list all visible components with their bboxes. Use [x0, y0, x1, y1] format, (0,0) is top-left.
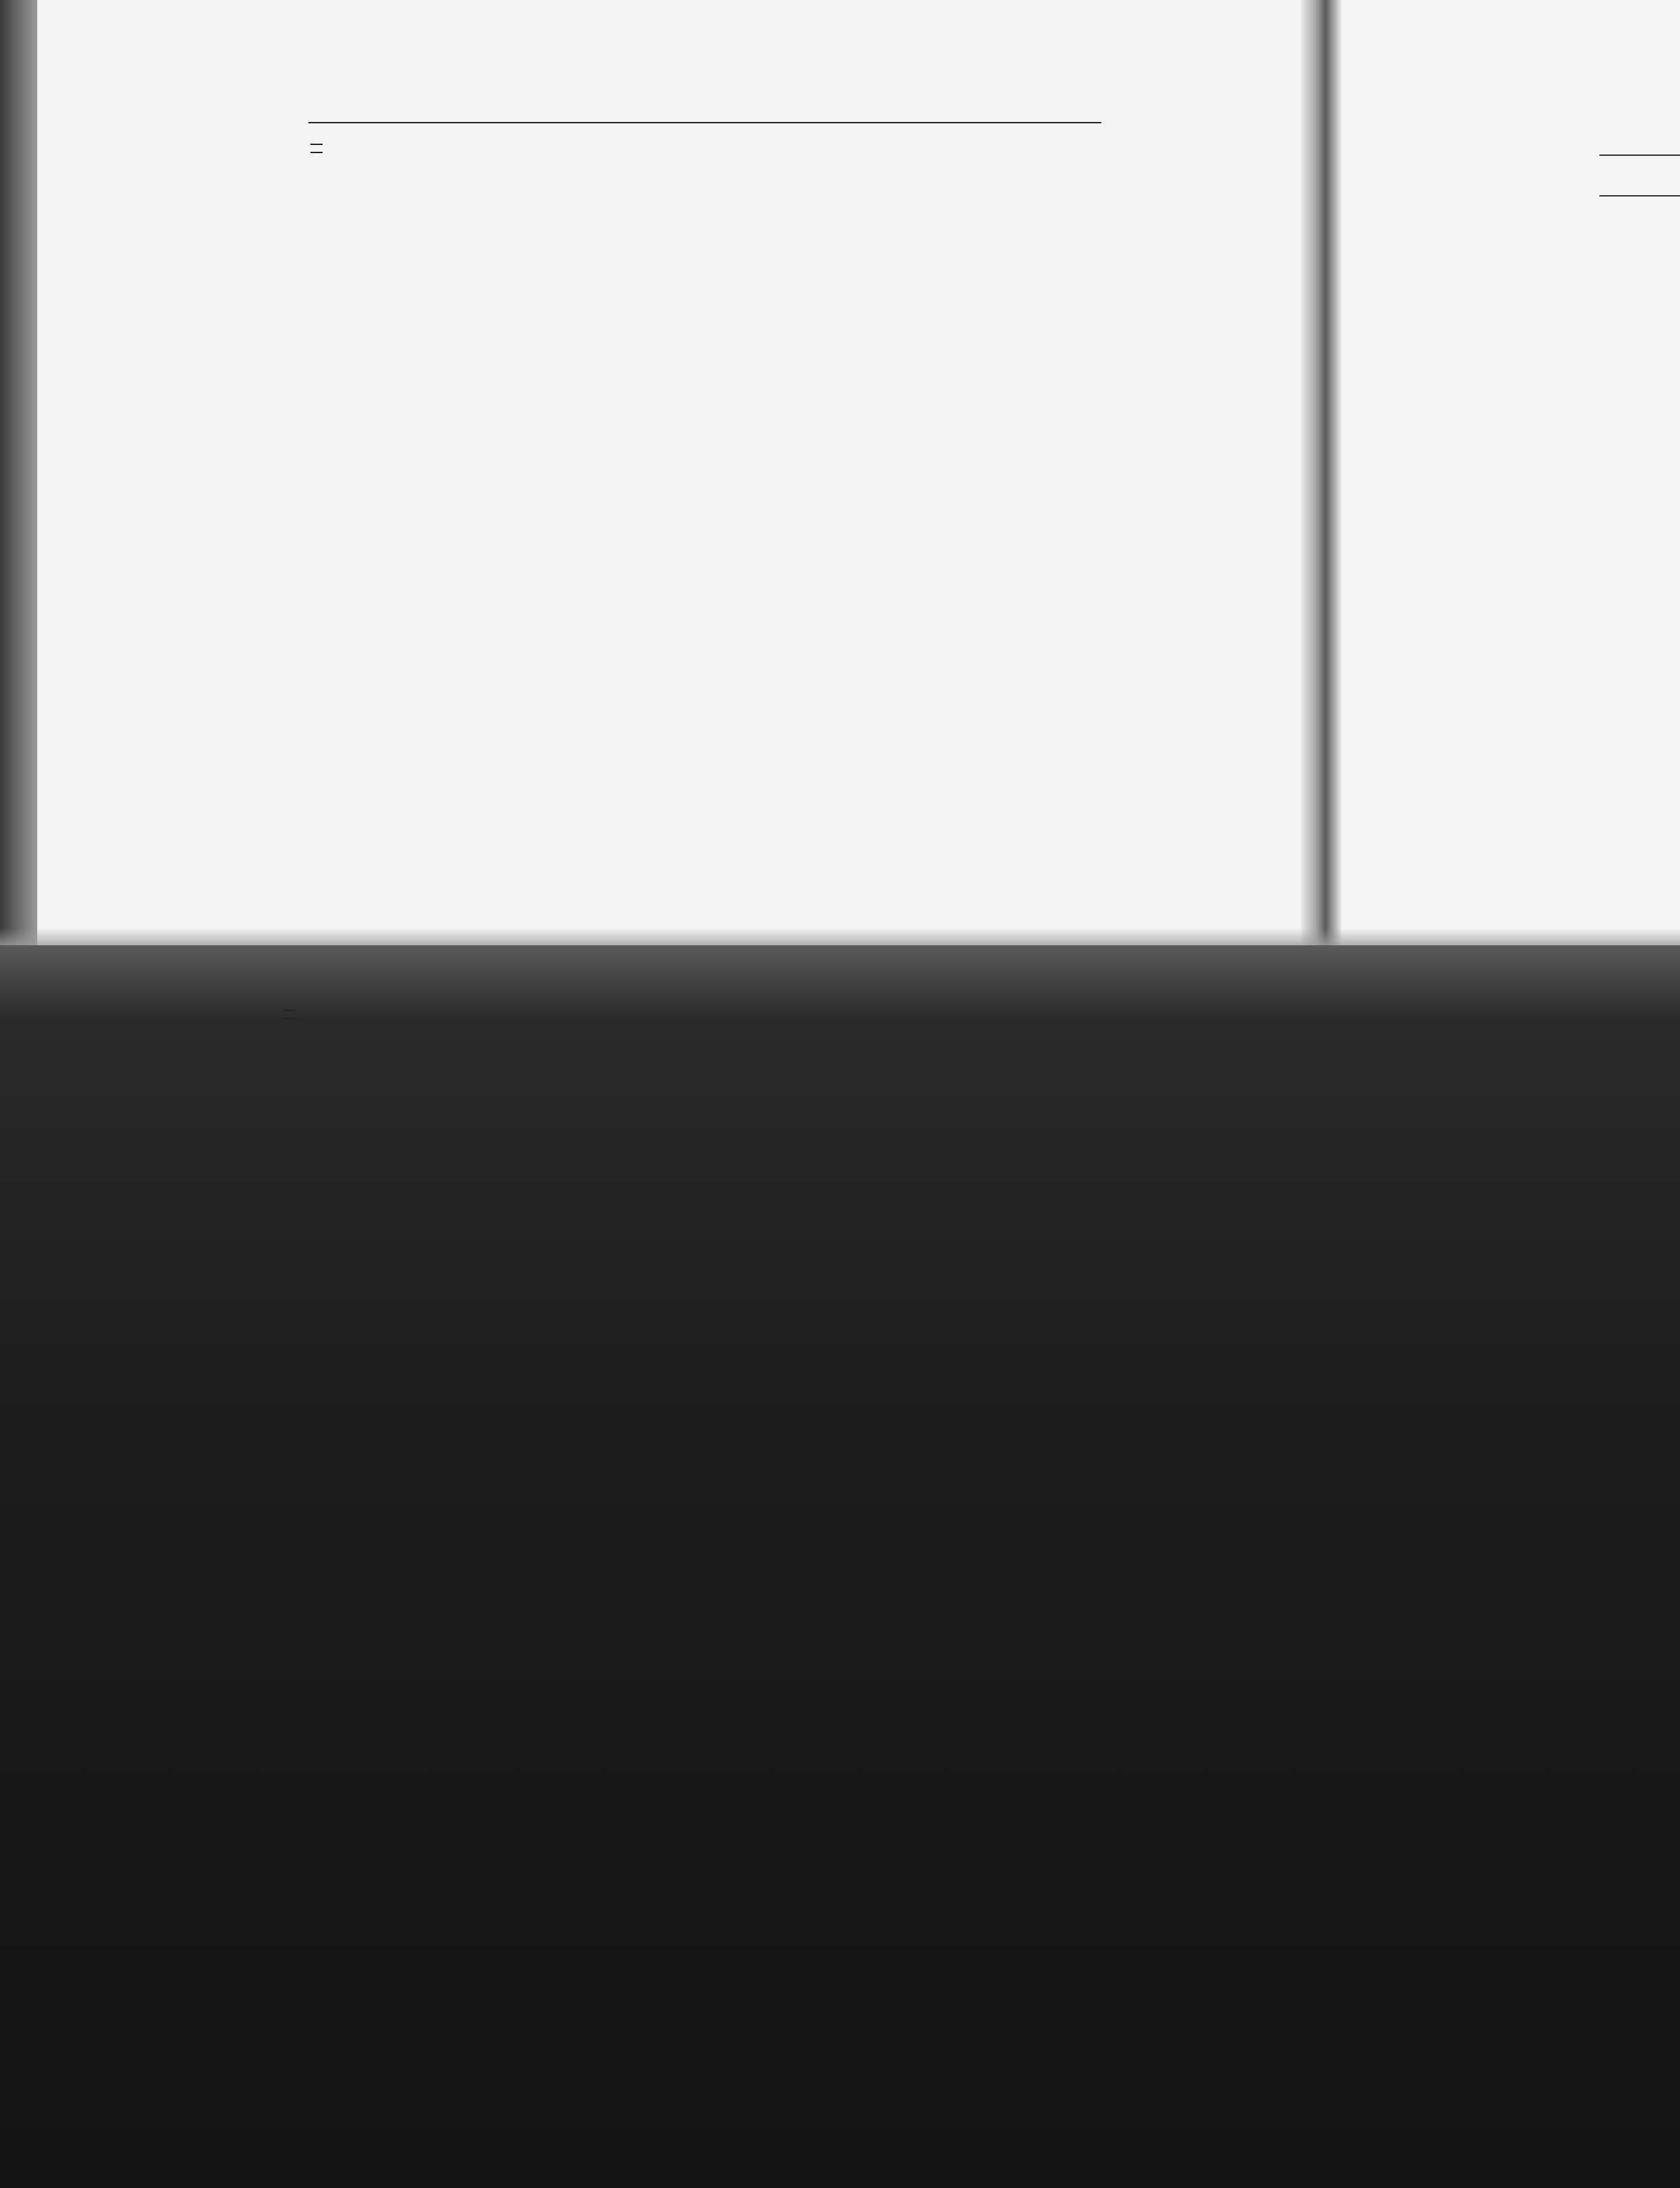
scanner-background	[0, 945, 1680, 2188]
book-gutter	[1301, 0, 1342, 962]
right-title-rule	[1599, 154, 1680, 156]
recipe-title	[310, 144, 323, 153]
recipe-title	[283, 1010, 295, 1019]
right-page	[1338, 0, 1680, 955]
recipe-steps	[325, 484, 1091, 495]
right-title-rule	[1599, 195, 1680, 197]
page-header	[308, 73, 1101, 123]
recipe-steps	[305, 1409, 1084, 1420]
left-page	[37, 0, 1311, 945]
